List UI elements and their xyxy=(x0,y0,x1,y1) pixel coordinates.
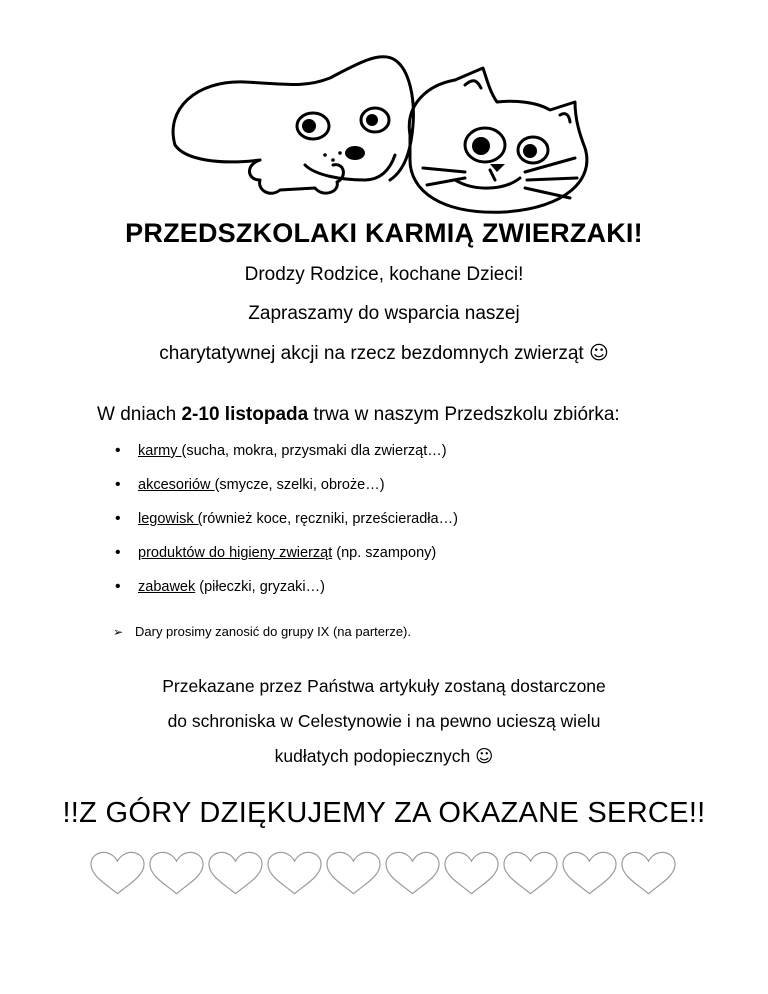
list-item xyxy=(113,508,458,542)
closing-line-3 xyxy=(0,746,768,767)
heart-icon xyxy=(206,850,265,898)
dates-suffix: trwa w naszym Przedszkolu zbiórka: xyxy=(308,404,620,425)
heart-icon xyxy=(442,850,501,898)
arrow-bullet-icon: ➢ xyxy=(113,625,124,639)
intro-line-2: Zapraszamy do wsparcia naszej xyxy=(248,303,520,324)
intro-line-3-text: charytatywnej akcji na rzecz bezdomnych zwierząt xyxy=(159,343,584,364)
item-name: zabawek xyxy=(138,579,196,595)
heart-icon xyxy=(501,850,560,898)
item-name: legowisk ( xyxy=(138,511,203,527)
item-name: akcesoriów xyxy=(138,477,215,493)
collection-dates xyxy=(97,404,620,426)
item-name: produktów do higieny zwierząt xyxy=(138,545,333,561)
item-details: również koce, ręczniki, prześcieradła…) xyxy=(202,511,458,527)
drop-off-note-text: Dary prosimy zanosić do grupy IX (na parterze). xyxy=(135,624,411,639)
hearts-row xyxy=(88,850,678,898)
smiley-icon: ☺ xyxy=(475,747,494,767)
drop-off-note xyxy=(113,624,411,639)
list-item xyxy=(113,474,458,508)
item-details: (piłeczki, gryzaki…) xyxy=(195,579,325,595)
heart-icon xyxy=(619,850,678,898)
smiley-icon: ☺ xyxy=(588,342,609,364)
intro-line-1: Drodzy Rodzice, kochane Dzieci! xyxy=(244,264,524,285)
dates-prefix: W dniach xyxy=(97,404,182,425)
heart-icon xyxy=(147,850,206,898)
list-item xyxy=(113,440,458,474)
item-details: (np. szampony) xyxy=(332,545,437,561)
item-name: karmy xyxy=(138,443,182,459)
list-item xyxy=(113,542,458,576)
heart-icon xyxy=(88,850,147,898)
intro-line-3 xyxy=(0,342,768,365)
heart-icon xyxy=(560,850,619,898)
heart-icon xyxy=(265,850,324,898)
heart-icon xyxy=(324,850,383,898)
closing-line-2: do schroniska w Celestynowie i na pewno ucieszą wielu xyxy=(167,711,601,731)
heart-icon xyxy=(383,850,442,898)
page-title: PRZEDSZKOLAKI KARMIĄ ZWIERZAKI! xyxy=(125,218,643,248)
dates-range: 2-10 listopada xyxy=(181,404,309,425)
closing-line-1: Przekazane przez Państwa artykuły zostaną dostarczone xyxy=(162,676,606,696)
donation-list xyxy=(113,440,458,610)
item-details: (sucha, mokra, przysmaki dla zwierząt…) xyxy=(181,443,447,459)
thank-you-heading: !!Z GÓRY DZIĘKUJEMY ZA OKAZANE SERCE!! xyxy=(62,797,706,829)
list-item xyxy=(113,576,458,610)
dog-and-cat-illustration xyxy=(165,40,605,215)
closing-line-3-text: kudłatych podopiecznych xyxy=(274,746,471,766)
item-details: (smycze, szelki, obroże…) xyxy=(214,477,385,493)
